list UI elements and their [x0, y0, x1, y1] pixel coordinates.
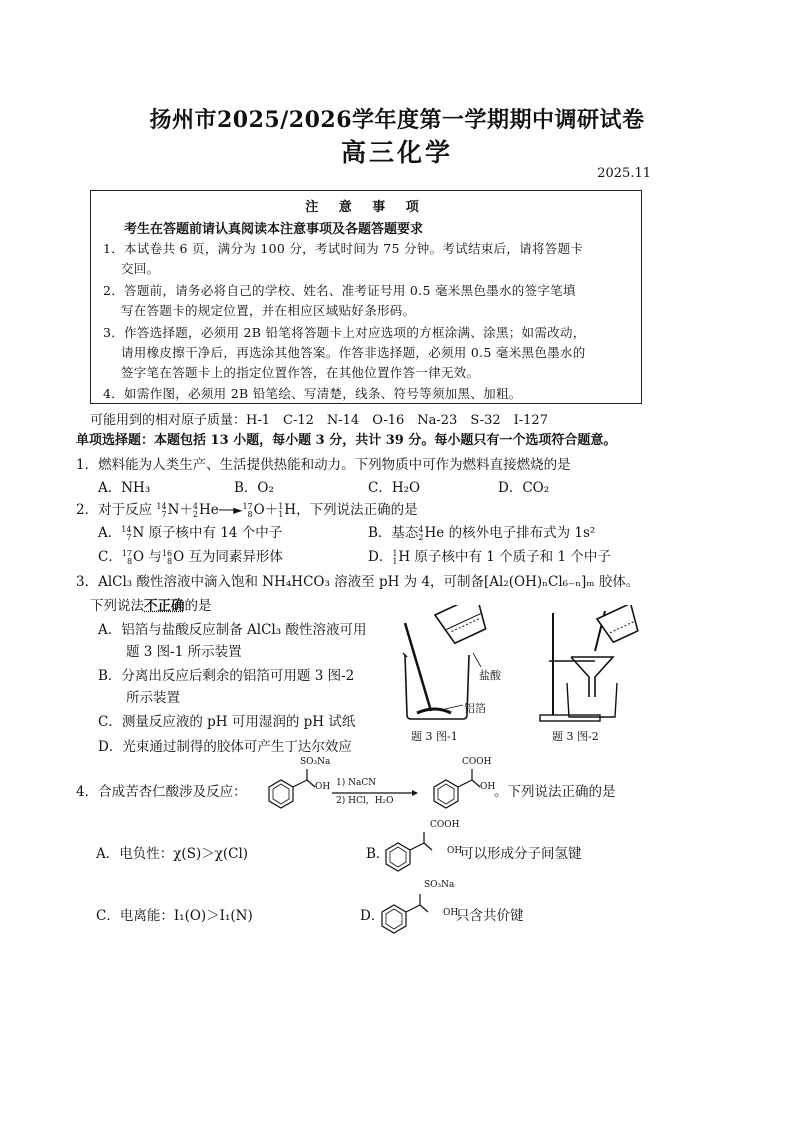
option-b-oh: OH	[447, 846, 463, 856]
notice-line: 4．如需作图，必须用 2B 铅笔绘、写清楚，线条、符号等须加黑、加粗。	[103, 386, 522, 401]
option-d-so3na: SO₃Na	[424, 880, 455, 890]
reactant-oh: OH	[315, 782, 331, 792]
section-title: 单项选择题：本题包括 13 小题，每小题 3 分，共计 39 分。每小题只有一个选项符合题意。	[76, 433, 617, 448]
q4-stem-pre: 4．合成苦杏仁酸涉及反应：	[76, 784, 247, 800]
product-cooh: COOH	[462, 757, 492, 767]
hcl-label: 盐酸	[479, 669, 501, 682]
q2-stem: 2．对于反应 14 7N＋4 2He──►17 8O＋1 1H，下列说法正确的是	[76, 501, 418, 519]
q4-option-b-label: B．	[366, 846, 390, 862]
notice-line: 2．答题前，请务必将自己的学校、姓名、准考证号用 0.5 毫米黑色墨水的签字笔填	[103, 283, 576, 298]
q3-option-a: A．铝箔与盐酸反应制备 AlCl₃ 酸性溶液可用	[98, 622, 367, 638]
option-b-cooh: COOH	[430, 820, 460, 830]
foil-label: 铝箔	[464, 702, 486, 715]
notice-line: 交回。	[121, 261, 160, 276]
reactant-so3na: SO₃Na	[300, 757, 331, 767]
notice-box	[90, 190, 642, 404]
figure-3-2-filtration-apparatus	[535, 605, 645, 725]
notice-heading: 注 意 事 项	[305, 200, 427, 215]
exam-title: 扬州市2025/2026学年度第一学期期中调研试卷	[149, 107, 645, 133]
q3-option-a-cont: 题 3 图-1 所示装置	[126, 644, 242, 660]
q1-option-a: A．NH₃	[98, 480, 151, 496]
product-oh: OH	[480, 782, 496, 792]
q4-stem-post: 。下列说法正确的是	[494, 784, 616, 800]
reagent-2: 2) HCl，H₂O	[336, 796, 394, 806]
q2-option-b: B．基态4 2He 的核外电子排布式为 1s²	[368, 524, 596, 542]
q3-option-d: D．光束通过制得的胶体可产生丁达尔效应	[98, 739, 352, 755]
q4-option-a: A．电负性：χ(S)＞χ(Cl)	[96, 846, 249, 862]
option-d-structure	[374, 882, 444, 942]
q4-option-b-text: 可以形成分子间氢键	[460, 846, 582, 862]
notice-line: 写在答题卡的规定位置，并在相应区域贴好条形码。	[121, 303, 416, 318]
figure-3-1-caption: 题 3 图-1	[411, 730, 458, 743]
q2-option-a: A．14 7N 原子核中有 14 个中子	[98, 524, 283, 542]
q1-option-c: C．H₂O	[368, 480, 421, 496]
exam-subtitle: 高三化学	[340, 138, 453, 167]
q1-option-d: D．CO₂	[498, 480, 550, 496]
q2-option-c: C．17 8O 与16 8O 互为同素异形体	[98, 548, 283, 566]
q1-stem: 1．燃料能为人类生产、生活提供热能和动力。下列物质中可作为燃料直接燃烧的是	[76, 457, 571, 473]
q4-option-d-text: 只含共价键	[456, 908, 524, 924]
nuclide-n14: 14 7	[156, 501, 167, 519]
atomic-masses: 可能用到的相对原子质量：H-1 C-12 N-14 O-16 Na-23 S-32 I-127	[90, 413, 548, 428]
notice-subheading: 考生在答题前请认真阅读本注意事项及各题答题要求	[124, 222, 424, 237]
notice-line: 请用橡皮擦干净后，再选涂其他答案。作答非选择题，必须用 0.5 毫米黑色墨水的	[121, 345, 586, 360]
q2-option-d: D．1 1H 原子核中有 1 个质子和 1 个中子	[368, 548, 611, 566]
q4-option-d-label: D．	[360, 908, 385, 924]
figure-3-1-beaker-apparatus	[395, 605, 505, 725]
q1-option-b: B．O₂	[234, 480, 274, 496]
reagent-1: 1) NaCN	[336, 778, 377, 788]
option-d-oh: OH	[443, 908, 459, 918]
q3-option-b: B．分离出反应后剩余的铝箔可用题 3 图-2	[98, 668, 355, 684]
q3-stem-2: 下列说法不正确的是	[90, 598, 212, 614]
notice-line: 1．本试卷共 6 页，满分为 100 分，考试时间为 75 分钟。考试结束后，请将答题卡	[103, 241, 584, 256]
q3-stem: 3．AlCl₃ 酸性溶液中滴入饱和 NH₄HCO₃ 溶液至 pH 为 4，可制备[Al₂(OH)ₙCl₆₋ₙ]ₘ 胶体。	[76, 574, 640, 590]
q3-option-b-cont: 所示装置	[126, 690, 180, 706]
exam-date: 2025.11	[597, 166, 651, 181]
figure-3-2-caption: 题 3 图-2	[552, 730, 599, 743]
q3-option-c: C．测量反应液的 pH 可用湿润的 pH 试纸	[98, 714, 356, 730]
notice-line: 签字笔在答题卡上的指定位置作答，在其他位置作答一律无效。	[121, 365, 480, 380]
notice-line: 3．作答选择题，必须用 2B 铅笔将答题卡上对应选项的方框涂满、涂黑；如需改动，	[103, 325, 586, 340]
q4-option-c: C．电离能：I₁(O)＞I₁(N)	[96, 908, 253, 924]
